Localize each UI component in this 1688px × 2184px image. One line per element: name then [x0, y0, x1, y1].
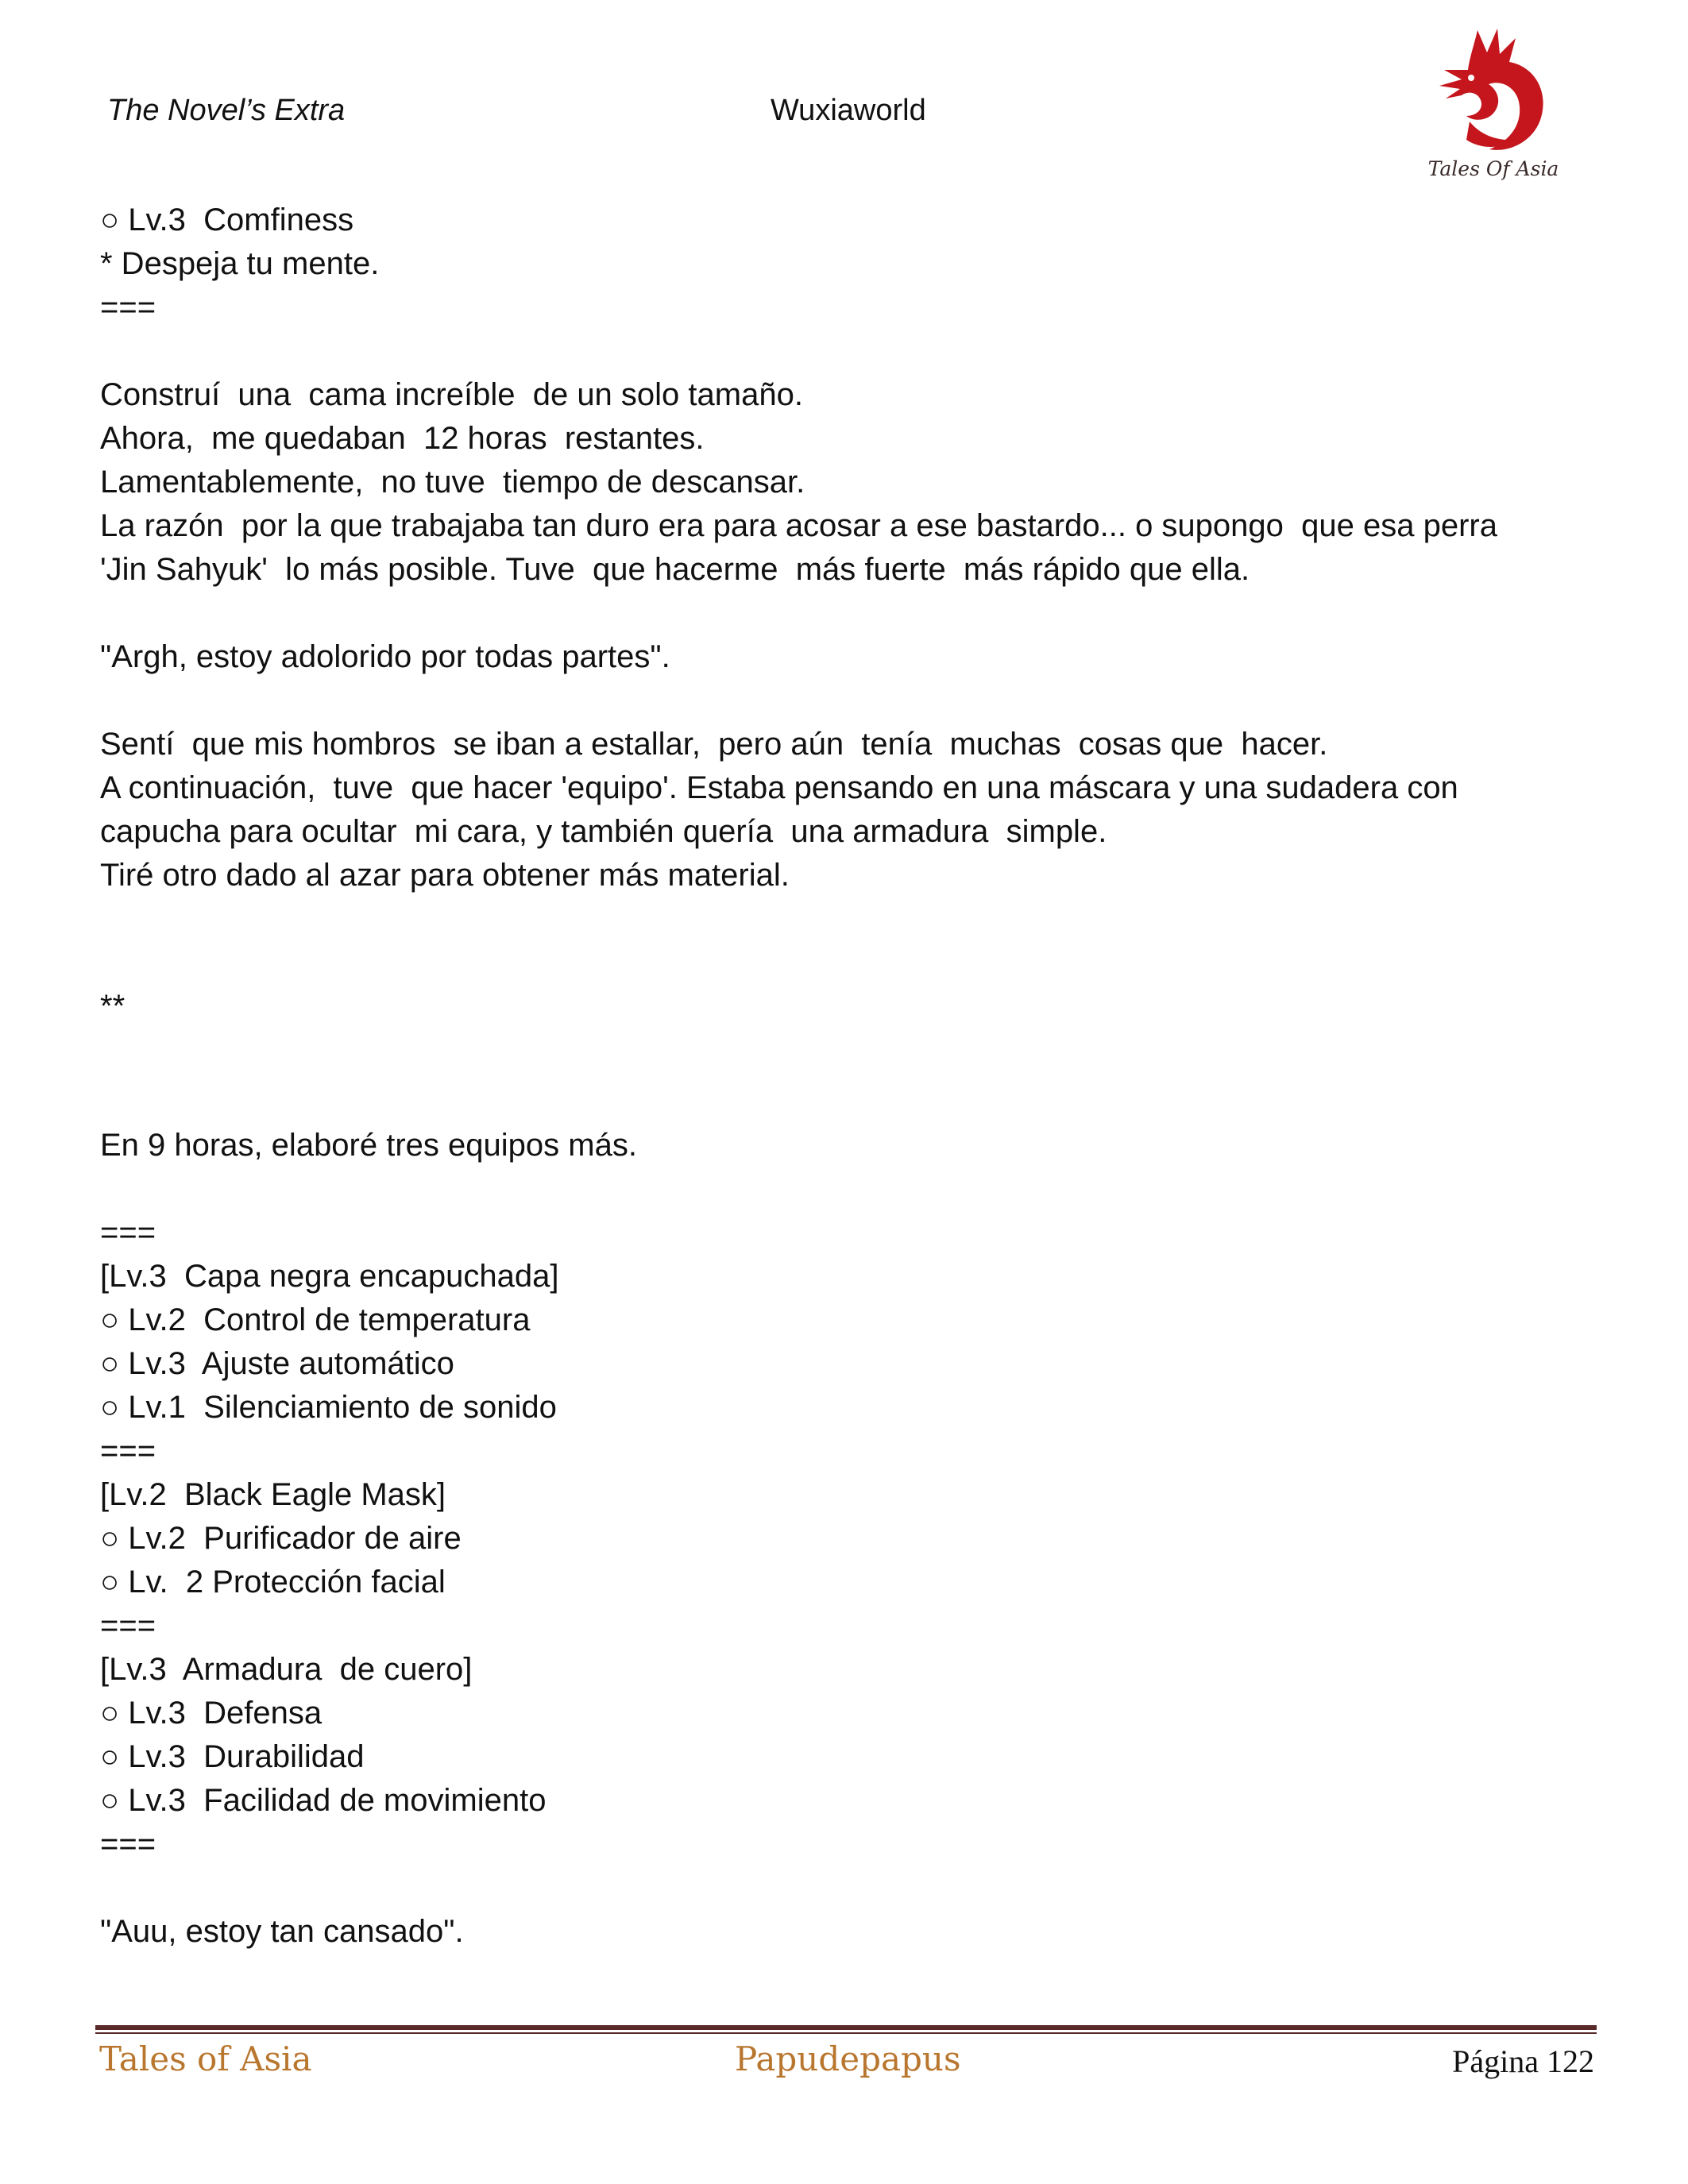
text-line: Tiré otro dado al azar para obtener más material. — [100, 858, 790, 893]
skill-summary — [100, 199, 1593, 330]
list-item: === — [100, 1827, 156, 1862]
list-item: [Lv.3 Capa negra encapuchada] — [100, 1259, 559, 1294]
list-item: ○ Lv.3 Facilidad de movimiento — [100, 1783, 547, 1818]
text-line: Ahora, me quedaban 12 horas restantes. — [100, 421, 705, 456]
list-item: [Lv.2 Black Eagle Mask] — [100, 1477, 446, 1512]
list-item: === — [100, 1433, 156, 1468]
text-line: Lamentablemente, no tuve tiempo de descansar. — [100, 465, 805, 500]
text-line: La razón por la que trabajaba tan duro era para acosar a ese bastardo... o supongo que esa perra — [100, 508, 1497, 543]
text-line: ○ Lv.3 Comfiness — [100, 203, 354, 237]
text-line: En 9 horas, elaboré tres equipos más. — [100, 1128, 637, 1163]
paragraph — [100, 1124, 1593, 1167]
dialogue — [100, 1910, 1593, 1954]
equipment-list — [100, 1211, 1593, 1866]
text-line: Sentí que mis hombros se iban a estallar, pero aún tenía muchas cosas que hacer. — [100, 727, 1328, 762]
text-line: capucha para ocultar mi cara, y también quería una armadura simple. — [100, 814, 1107, 849]
text-line: Construí una cama increíble de un solo tamaño. — [100, 377, 803, 412]
footer-group-name: Tales of Asia — [99, 2039, 312, 2078]
tales-of-asia-logo — [1422, 22, 1565, 189]
list-item: === — [100, 1608, 156, 1643]
red-dragon-icon — [1422, 22, 1565, 161]
page-body — [100, 199, 1593, 1954]
paragraph — [100, 373, 1593, 592]
text-line: "Argh, estoy adolorido por todas partes". — [100, 639, 670, 674]
scene-separator: ** — [100, 989, 126, 1024]
footer-translator: Papudepapus — [735, 2039, 961, 2078]
list-item: ○ Lv.3 Defensa — [100, 1696, 323, 1731]
list-item: ○ Lv.2 Control de temperatura — [100, 1302, 531, 1337]
list-item: [Lv.3 Armadura de cuero] — [100, 1652, 473, 1687]
footer-divider — [95, 2025, 1597, 2035]
source-site: Wuxiaworld — [771, 94, 926, 127]
page-number: Página 122 — [1452, 2043, 1594, 2079]
logo-text: Tales Of Asia — [1427, 157, 1559, 180]
text-line: 'Jin Sahyuk' lo más posible. Tuve que hacerme más fuerte más rápido que ella. — [100, 552, 1250, 587]
list-item: ○ Lv.1 Silenciamiento de sonido — [100, 1390, 557, 1425]
dialogue — [100, 635, 1593, 679]
list-item: ○ Lv.2 Purificador de aire — [100, 1521, 462, 1556]
paragraph — [100, 723, 1593, 897]
text-line: === — [100, 290, 156, 325]
text-line: "Auu, estoy tan cansado". — [100, 1914, 464, 1949]
list-item: ○ Lv.3 Ajuste automático — [100, 1346, 454, 1381]
list-item: ○ Lv. 2 Protección facial — [100, 1565, 446, 1599]
novel-title: The Novel’s Extra — [107, 94, 346, 127]
list-item: === — [100, 1215, 156, 1250]
list-item: ○ Lv.3 Durabilidad — [100, 1739, 365, 1774]
text-line: * Despeja tu mente. — [100, 246, 380, 281]
page-footer — [0, 2039, 1688, 2087]
text-line: A continuación, tuve que hacer 'equipo'. Estaba pensando en una máscara y una sudadera con — [100, 770, 1458, 805]
